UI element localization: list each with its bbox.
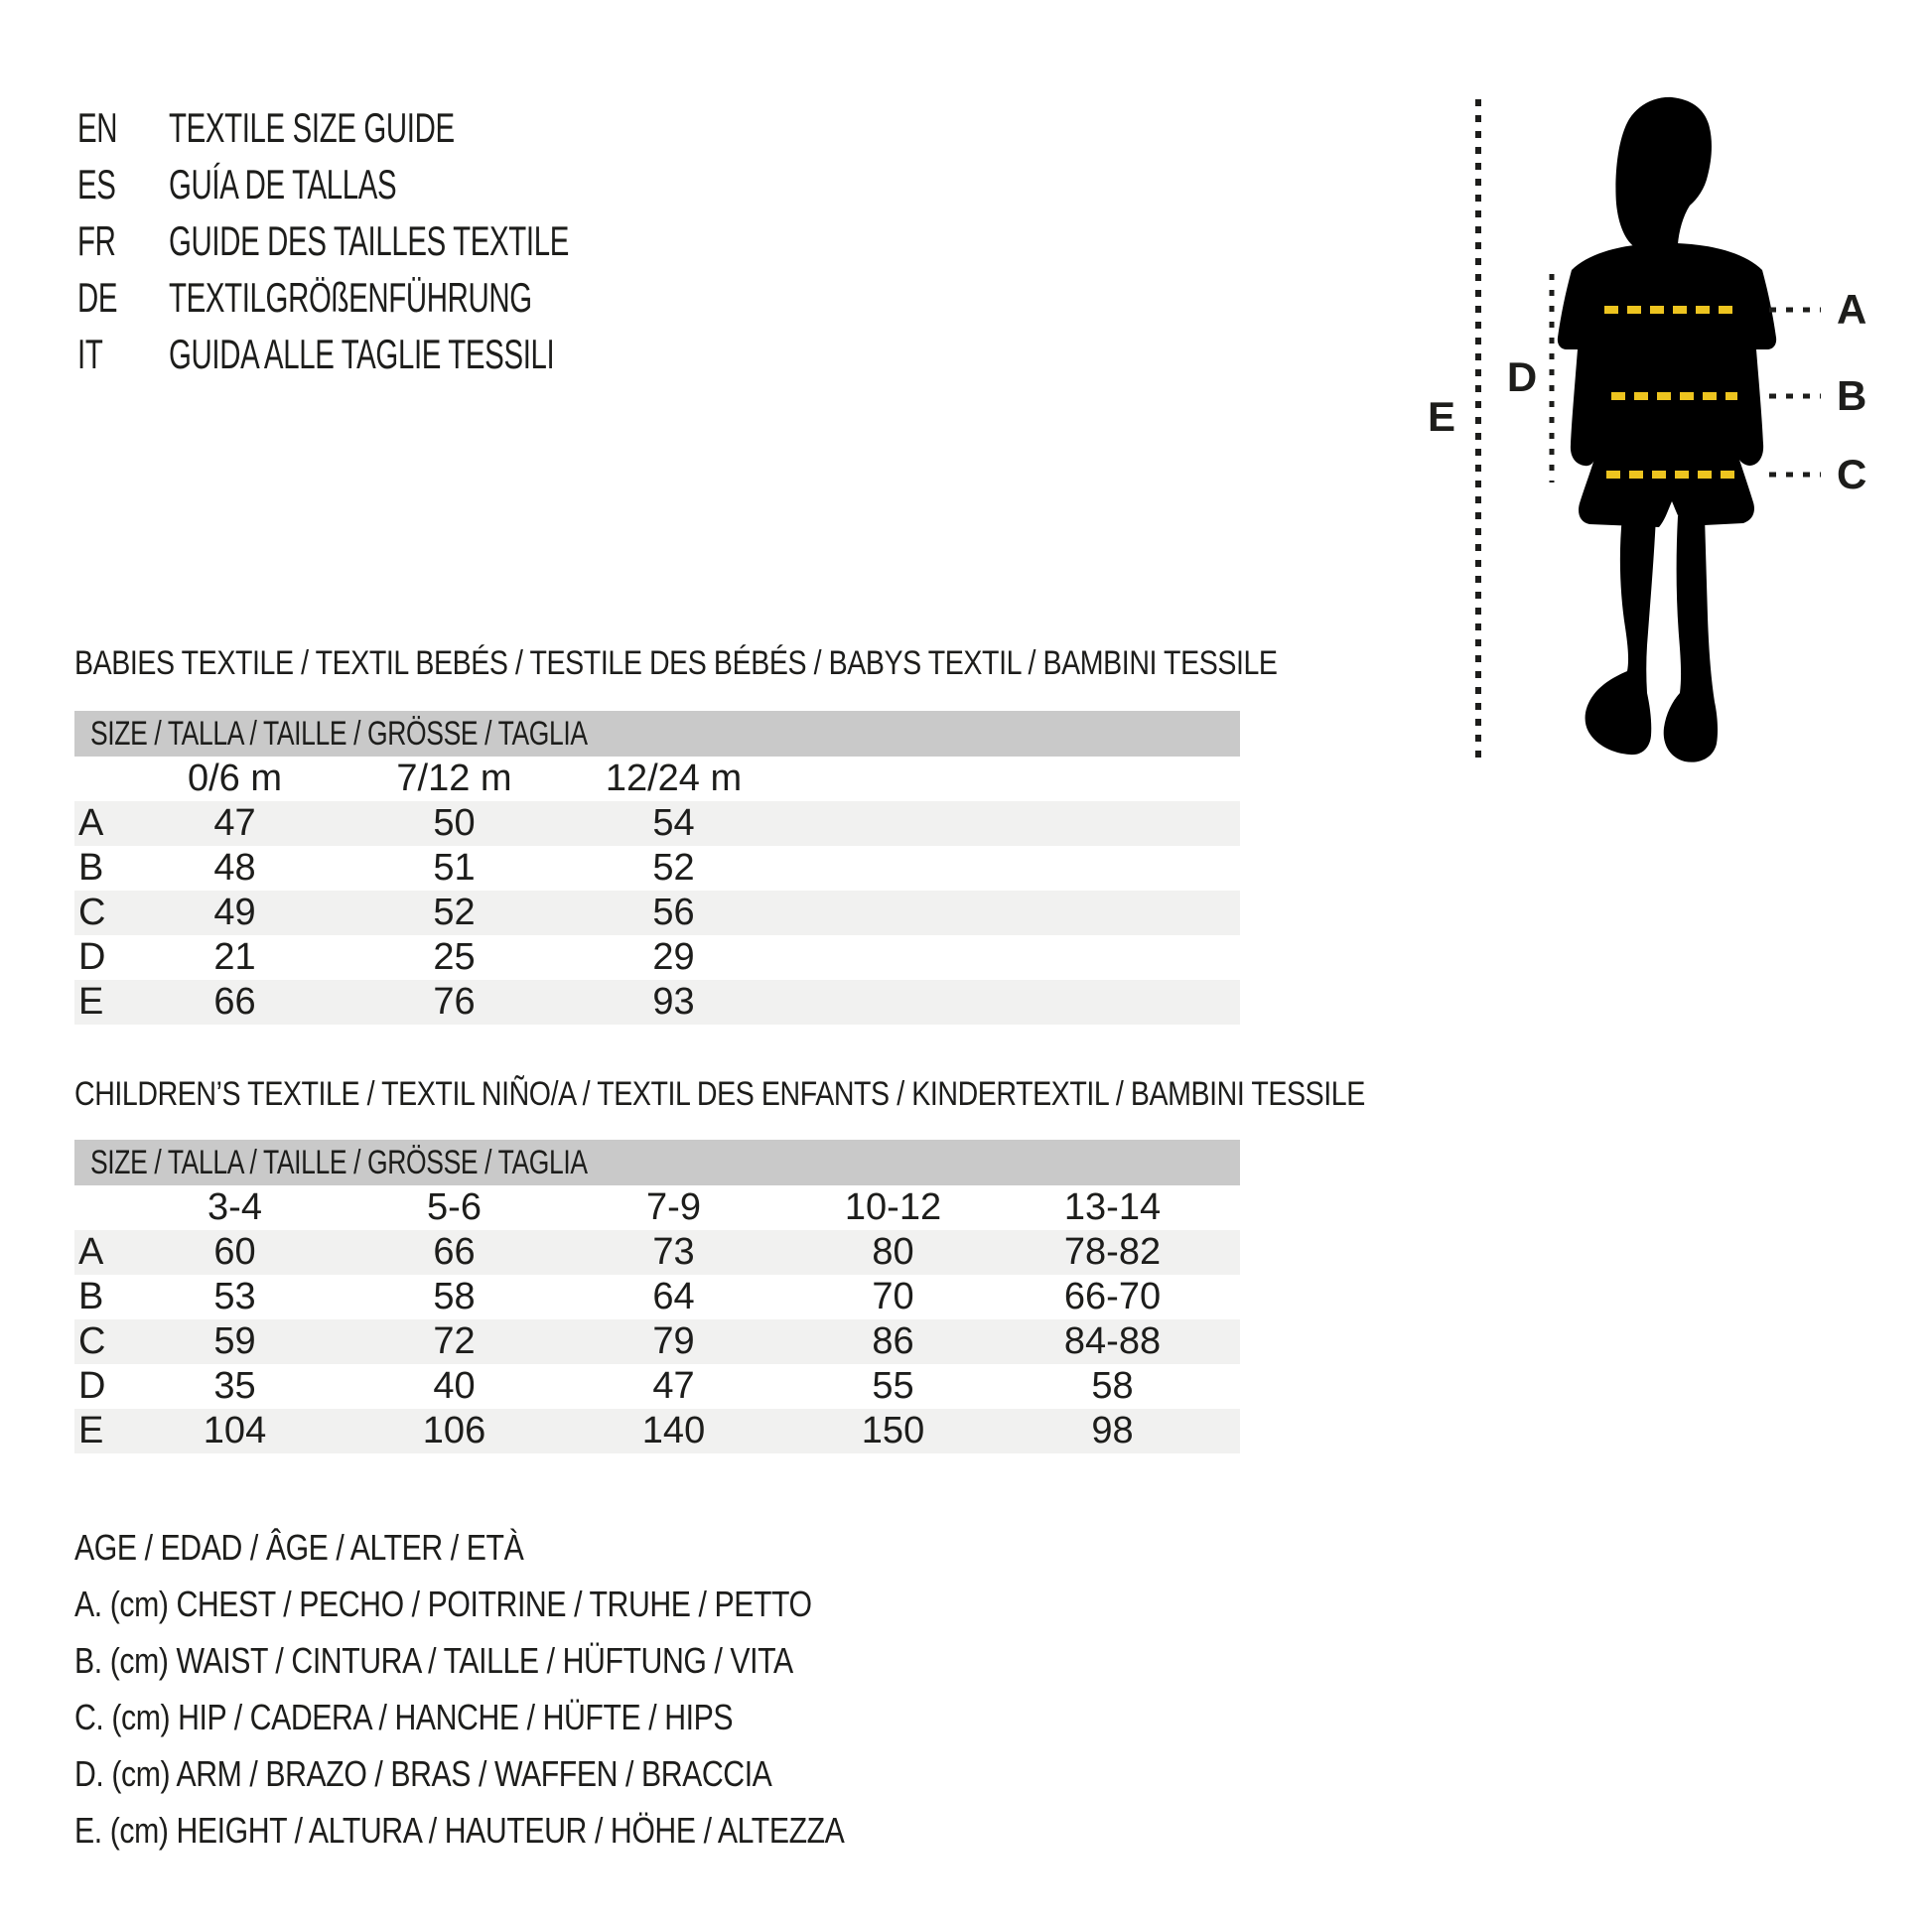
page-title-en: TEXTILE SIZE GUIDE	[169, 103, 455, 151]
column-header: 10-12	[844, 1186, 942, 1228]
table-row-a	[74, 801, 1240, 846]
cell: 93	[652, 981, 695, 1023]
cell: 50	[433, 802, 476, 844]
row-label: E	[78, 1410, 104, 1451]
cell: 52	[652, 847, 695, 889]
silhouette-head	[1615, 97, 1712, 248]
row-label: D	[78, 1365, 106, 1407]
cell: 84-88	[1063, 1320, 1162, 1362]
row-label: D	[78, 936, 106, 978]
cell: 86	[872, 1320, 914, 1362]
cell: 56	[652, 892, 695, 933]
babies-table-header-bar	[74, 711, 1240, 757]
silhouette-left-leg	[1586, 516, 1656, 755]
child-silhouette-figure	[1558, 97, 1776, 762]
table-row-d	[74, 1364, 1240, 1409]
table-row-c	[74, 891, 1240, 935]
legend-hip: C. (cm) HIP / CADERA / HANCHE / HÜFTE / HIPS	[74, 1697, 734, 1737]
language-row-en	[77, 99, 741, 156]
row-label: E	[78, 981, 104, 1023]
cell: 150	[861, 1410, 925, 1451]
cell: 35	[213, 1365, 256, 1407]
language-code: FR	[77, 216, 116, 264]
babies-column-header-row	[74, 757, 1240, 801]
cell: 80	[872, 1231, 914, 1273]
table-row-c	[74, 1319, 1240, 1364]
silhouette-right-leg	[1664, 516, 1718, 762]
cell: 73	[652, 1231, 695, 1273]
cell: 66-70	[1063, 1276, 1162, 1317]
cell: 78-82	[1063, 1231, 1162, 1273]
cell: 79	[652, 1320, 695, 1362]
cell: 140	[641, 1410, 706, 1451]
measure-label-a: A	[1837, 286, 1867, 333]
table-header-label: SIZE / TALLA / TAILLE / GRÖSSE / TAGLIA	[90, 714, 588, 753]
row-label: C	[78, 1320, 106, 1362]
cell: 49	[213, 892, 256, 933]
page-title-it: GUIDA ALLE TAGLIE TESSILI	[169, 330, 555, 377]
column-header: 5-6	[427, 1186, 482, 1228]
silhouette-torso	[1558, 243, 1776, 527]
measure-label-b: B	[1837, 372, 1867, 419]
cell: 51	[433, 847, 476, 889]
cell: 64	[652, 1276, 695, 1317]
row-label: C	[78, 892, 106, 933]
babies-section-title: BABIES TEXTILE / TEXTIL BEBÉS / TESTILE DES BÉBÉS / BABYS TEXTIL / BAMBINI TESSILE	[74, 644, 1278, 682]
children-table-header-bar	[74, 1140, 1240, 1185]
table-header-label: SIZE / TALLA / TAILLE / GRÖSSE / TAGLIA	[90, 1143, 588, 1181]
legend-arm: D. (cm) ARM / BRAZO / BRAS / WAFFEN / BRACCIA	[74, 1753, 772, 1794]
cell: 53	[213, 1276, 256, 1317]
language-row-it	[77, 326, 741, 382]
cell: 60	[213, 1231, 256, 1273]
children-size-table	[74, 1140, 1240, 1453]
legend-waist: B. (cm) WAIST / CINTURA / TAILLE / HÜFTUNG / VITA	[74, 1640, 793, 1681]
cell: 76	[433, 981, 476, 1023]
cell: 66	[433, 1231, 476, 1273]
column-header: 13-14	[1063, 1186, 1162, 1228]
page-title-de: TEXTILGRÖßENFÜHRUNG	[169, 273, 532, 321]
row-label: A	[78, 802, 104, 844]
row-label: B	[78, 847, 104, 889]
cell: 52	[433, 892, 476, 933]
table-row-d	[74, 935, 1240, 980]
cell: 25	[433, 936, 476, 978]
column-header: 12/24 m	[605, 758, 743, 799]
legend-age: AGE / EDAD / ÂGE / ALTER / ETÀ	[74, 1527, 524, 1568]
page-title-fr: GUIDE DES TAILLES TEXTILE	[169, 216, 570, 264]
cell: 47	[213, 802, 256, 844]
language-code: EN	[77, 103, 118, 151]
column-header: 3-4	[207, 1186, 262, 1228]
language-row-es	[77, 156, 741, 212]
language-code: IT	[77, 330, 103, 377]
cell: 70	[872, 1276, 914, 1317]
column-header: 7-9	[646, 1186, 701, 1228]
children-column-header-row	[74, 1185, 1240, 1230]
cell: 40	[433, 1365, 476, 1407]
table-row-e	[74, 980, 1240, 1025]
table-row-b	[74, 1275, 1240, 1319]
cell: 29	[652, 936, 695, 978]
babies-size-table	[74, 711, 1240, 1025]
table-row-e	[74, 1409, 1240, 1453]
legend-height: E. (cm) HEIGHT / ALTURA / HAUTEUR / HÖHE / ALTEZZA	[74, 1810, 845, 1851]
row-label: B	[78, 1276, 104, 1317]
cell: 55	[872, 1365, 914, 1407]
measure-label-e: E	[1427, 393, 1456, 440]
language-code: DE	[77, 273, 118, 321]
cell: 58	[433, 1276, 476, 1317]
column-header: 0/6 m	[187, 758, 283, 799]
language-row-fr	[77, 212, 741, 269]
row-label: A	[78, 1231, 104, 1273]
measure-label-c: C	[1837, 451, 1867, 497]
cell: 54	[652, 802, 695, 844]
column-header: 7/12 m	[396, 758, 512, 799]
measurement-legend	[74, 1519, 991, 1859]
cell: 59	[213, 1320, 256, 1362]
cell: 48	[213, 847, 256, 889]
cell: 72	[433, 1320, 476, 1362]
cell: 98	[1091, 1410, 1134, 1451]
language-code: ES	[77, 160, 116, 207]
cell: 106	[422, 1410, 486, 1451]
page-title-es: GUÍA DE TALLAS	[169, 160, 397, 207]
cell: 21	[213, 936, 256, 978]
children-section-title: CHILDREN’S TEXTILE / TEXTIL NIÑO/A / TEXTIL DES ENFANTS / KINDERTEXTIL / BAMBINI TESSILE	[74, 1075, 1365, 1113]
cell: 104	[203, 1410, 267, 1451]
cell: 66	[213, 981, 256, 1023]
measure-label-d: D	[1506, 353, 1538, 400]
cell: 58	[1091, 1365, 1134, 1407]
table-row-b	[74, 846, 1240, 891]
language-title-list	[77, 99, 741, 382]
legend-chest: A. (cm) CHEST / PECHO / POITRINE / TRUHE / PETTO	[74, 1584, 812, 1624]
language-row-de	[77, 269, 741, 326]
table-row-a	[74, 1230, 1240, 1275]
cell: 47	[652, 1365, 695, 1407]
